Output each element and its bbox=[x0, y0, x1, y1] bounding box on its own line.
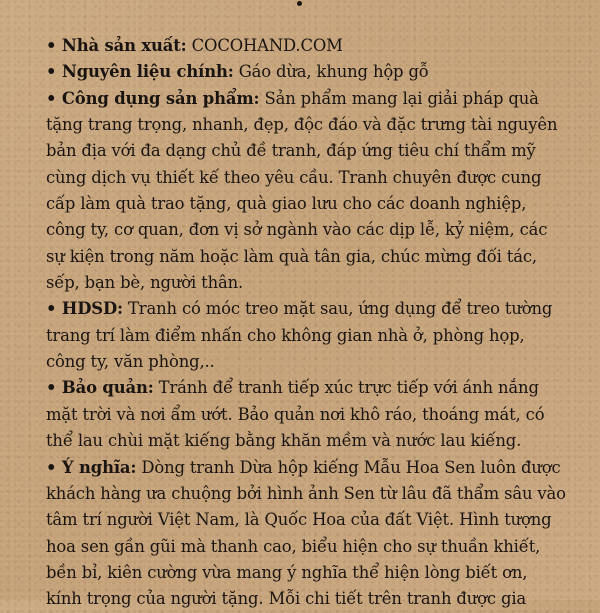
item-label: Nguyên liệu chính: bbox=[61, 62, 234, 82]
product-description bbox=[46, 33, 566, 613]
item-meaning bbox=[46, 455, 566, 613]
item-preservation bbox=[46, 375, 566, 454]
item-text: Dòng tranh Dừa hộp kiếng Mẫu Hoa Sen luôn được khách hàng ưa chuộng bởi hình ảnh Sen từ lâu đã thẩm sâu vào tâm trí người Việt Nam, là Quốc Hoa của đất Việt. Hình tượng hoa sen gần gũi mà thanh cao, biểu hiện cho sự thuần khiết, bền bỉ, kiên cường vừa mang ý nghĩa thể hiện lòng biết ơn, kính trọng của người tặng. Mỗi chi tiết trên tranh được gia bbox=[46, 457, 566, 609]
top-bullet-dot bbox=[297, 1, 302, 6]
bullet: • bbox=[46, 457, 62, 477]
bullet: • bbox=[46, 88, 62, 108]
item-instructions bbox=[46, 296, 566, 375]
bullet: • bbox=[46, 378, 62, 398]
item-manufacturer bbox=[46, 33, 566, 59]
item-text: Gáo dừa, khung hộp gỗ bbox=[233, 62, 429, 82]
item-text: Tránh để tranh tiếp xúc trực tiếp với ánh nắng mặt trời và nơi ẩm ướt. Bảo quản nơi khô ráo, thoáng mát, có thể lau chùi mặt kiếng bằng khăn mềm và nước lau kiếng. bbox=[46, 378, 545, 451]
item-label: Nhà sản xuất: bbox=[61, 36, 187, 55]
item-text: Sản phẩm mang lại giải pháp quà tặng trang trọng, nhanh, đẹp, độc đáo và đặc trưng tài nguyên bản địa với đa dạng chủ đề tranh, đáp ứng tiêu chí thẩm mỹ cùng dịch vụ thiết kế theo yêu cầu. Tranh chuyên được cung cấp làm quà trao tặng, quà giao lưu cho các doanh nghiệp, công ty, cơ quan, đơn vị sở ngành vào các dịp lễ, kỷ niệm, các sự kiện trong năm hoặc làm quà tân gia, chúc mừng đối tác, sếp, bạn bè, người thân. bbox=[46, 88, 558, 293]
item-text: Tranh có móc treo mặt sau, ứng dụng để treo tường trang trí làm điểm nhấn cho không gian nhà ở, phòng họp, công ty, văn phòng,.. bbox=[46, 299, 553, 372]
item-material bbox=[46, 59, 566, 85]
item-label: Bảo quản: bbox=[61, 378, 154, 398]
bullet: • bbox=[46, 62, 62, 82]
bullet: • bbox=[46, 299, 62, 319]
item-text: COCOHAND.COM bbox=[186, 36, 343, 55]
item-label: HDSD: bbox=[61, 299, 123, 319]
item-usage bbox=[46, 86, 566, 297]
item-label: Ý nghĩa: bbox=[61, 457, 137, 477]
bullet: • bbox=[46, 36, 62, 55]
item-label: Công dụng sản phẩm: bbox=[61, 88, 260, 108]
